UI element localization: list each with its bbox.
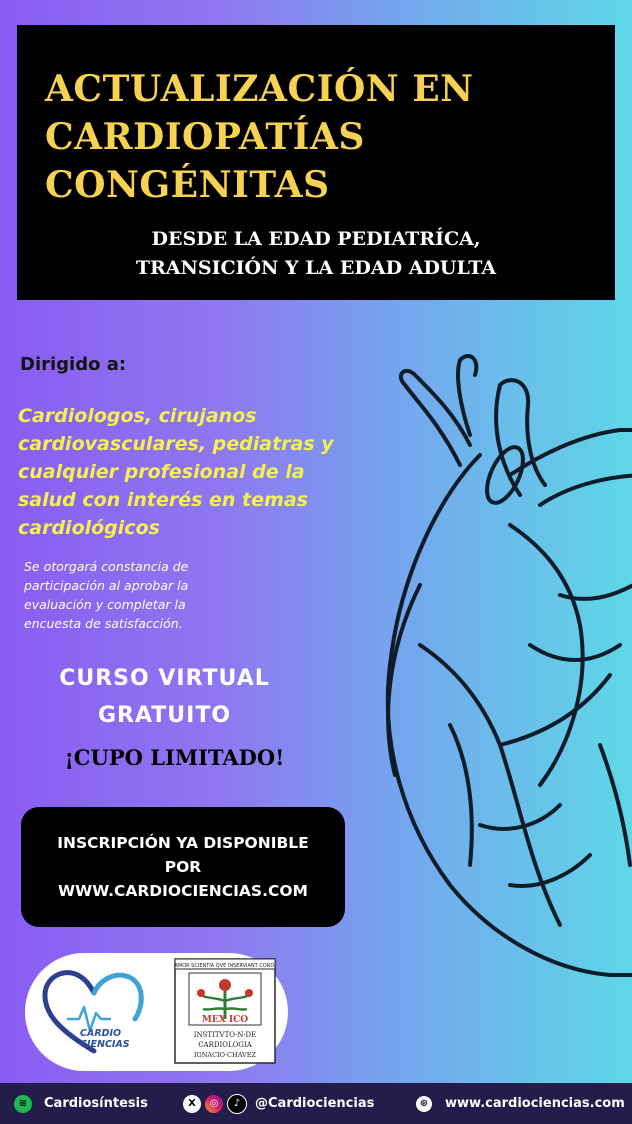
cta-line: POR — [164, 858, 202, 876]
registration-button[interactable] — [21, 807, 345, 927]
globe-icon: ⊕ — [416, 1096, 432, 1112]
logos-panel — [25, 953, 288, 1071]
website-label: www.cardiociencias.com — [445, 1096, 625, 1111]
social-links[interactable] — [183, 1083, 374, 1124]
course-subtitle: DESDE LA EDAD PEDIATRÍCA, TRANSICIÓN Y LA EDAD ADULTA — [135, 228, 497, 279]
instagram-icon: ◎ — [205, 1095, 223, 1113]
x-icon: X — [183, 1095, 201, 1113]
svg-text:IGNACIO·CHAVEZ: IGNACIO·CHAVEZ — [193, 1051, 257, 1059]
cardiociencias-wordmark: CARDIO CIENCIAS — [80, 1028, 130, 1050]
course-title: ACTUALIZACIÓN EN CARDIOPATÍAS CONGÉNITAS — [45, 68, 474, 206]
audience-list: Cardiologos, cirujanos cardiovasculares, pediatras y cualquier profesional de la salud con interés en temas cardiológicos — [18, 405, 334, 539]
spotify-label: Cardiosíntesis — [44, 1096, 148, 1111]
instituto-cardiologia-seal — [171, 957, 279, 1067]
footer-bar — [0, 1083, 632, 1124]
audience-label: Dirigido a: — [20, 354, 127, 375]
certificate-note: Se otorgará constancia de participación al aprobar la evaluación y completar la encuesta de satisfacción. — [24, 559, 189, 631]
svg-text:MEX ICO: MEX ICO — [201, 1015, 249, 1025]
cta-url: WWW.CARDIOCIENCIAS.COM — [58, 882, 308, 900]
svg-text:CARDIOLOGIA: CARDIOLOGIA — [198, 1041, 252, 1049]
spotify-icon: ≋ — [14, 1095, 32, 1113]
social-handle: @Cardiociencias — [255, 1096, 375, 1111]
svg-text:INSTITVTO·N·DE: INSTITVTO·N·DE — [193, 1031, 257, 1039]
title-box — [17, 25, 615, 300]
spotify-link[interactable] — [14, 1083, 148, 1124]
cta-line: INSCRIPCIÓN YA DISPONIBLE — [57, 834, 309, 852]
course-type: CURSO VIRTUAL GRATUITO — [59, 666, 270, 728]
heart-illustration — [360, 345, 632, 985]
svg-text:AMOR SCIENTIA QVE INSERVIANT C: AMOR SCIENTIA QVE INSERVIANT CORDI — [174, 963, 276, 969]
tiktok-icon: ♪ — [227, 1094, 247, 1114]
website-link[interactable] — [416, 1083, 625, 1124]
limited-seats: ¡CUPO LIMITADO! — [64, 745, 285, 770]
